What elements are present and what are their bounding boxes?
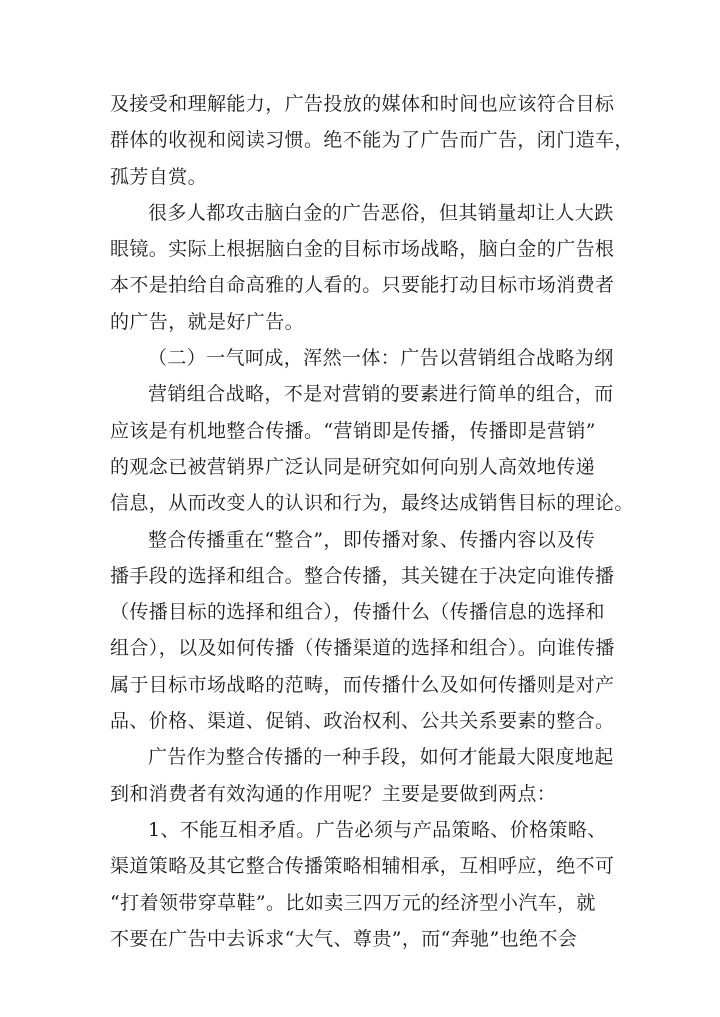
text-line: 广告作为整合传播的一种手段，如何才能最大限度地起 [148,746,614,769]
text-line: 整合传播重在“整合”，即传播对象、传播内容以及传 [148,528,596,551]
text-line: （二）一气呵成，浑然一体：广告以营销组合战略为纲 [148,347,614,370]
text-line: 眼镜。实际上根据脑白金的目标市场战略，脑白金的广告根 [110,238,615,261]
text-line: 属于目标市场战略的范畴，而传播什么及如何传播则是对产 [110,673,615,696]
text-line: 群体的收视和阅读习惯。绝不能为了广告而广告，闭门造车， [110,129,634,152]
text-line: 及接受和理解能力，广告投放的媒体和时间也应该符合目标 [110,93,615,115]
text-line: 孤芳自赏。 [110,165,208,188]
text-line: 组合），以及如何传播（传播渠道的选择和组合）。向谁传播 [110,637,615,660]
text-line: 很多人都攻击脑白金的广告恶俗，但其销量却让人大跌 [148,201,614,224]
text-line: 品、价格、渠道、促销、政治权利、公共关系要素的整合。 [110,710,615,733]
text-line: 1、不能互相矛盾。广告必须与产品策略、价格策略、 [148,818,607,841]
text-line: 应该是有机地整合传播。“营销即是传播，传播即是营销” [110,419,596,442]
text-line: “打着领带穿草鞋”。比如卖三四万元的经济型小汽车，就 [110,891,596,914]
body-text [110,86,634,957]
text-line: 渠道策略及其它整合传播策略相辅相承，互相呼应，绝不可 [110,855,615,878]
text-line: 到和消费者有效沟通的作用呢？主要是要做到两点： [110,782,557,805]
text-line: 的广告，就是好广告。 [110,310,305,333]
text-line: 播手段的选择和组合。整合传播，其关键在于决定向谁传播 [110,564,615,587]
text-line: （传播目标的选择和组合），传播什么（传播信息的选择和 [110,601,605,624]
text-line: 本不是拍给自命高雅的人看的。只要能打动目标市场消费者 [110,274,615,297]
text-line: 的观念已被营销界广泛认同是研究如何向别人高效地传递 [110,455,596,478]
text-line: 营销组合战略，不是对营销的要素进行简单的组合，而 [148,383,614,406]
text-line: 不要在广告中去诉求“大气、尊贵”，而“奔驰”也绝不会 [110,927,578,950]
text-line: 信息，从而改变人的认识和行为，最终达成销售目标的理论。 [110,492,634,515]
